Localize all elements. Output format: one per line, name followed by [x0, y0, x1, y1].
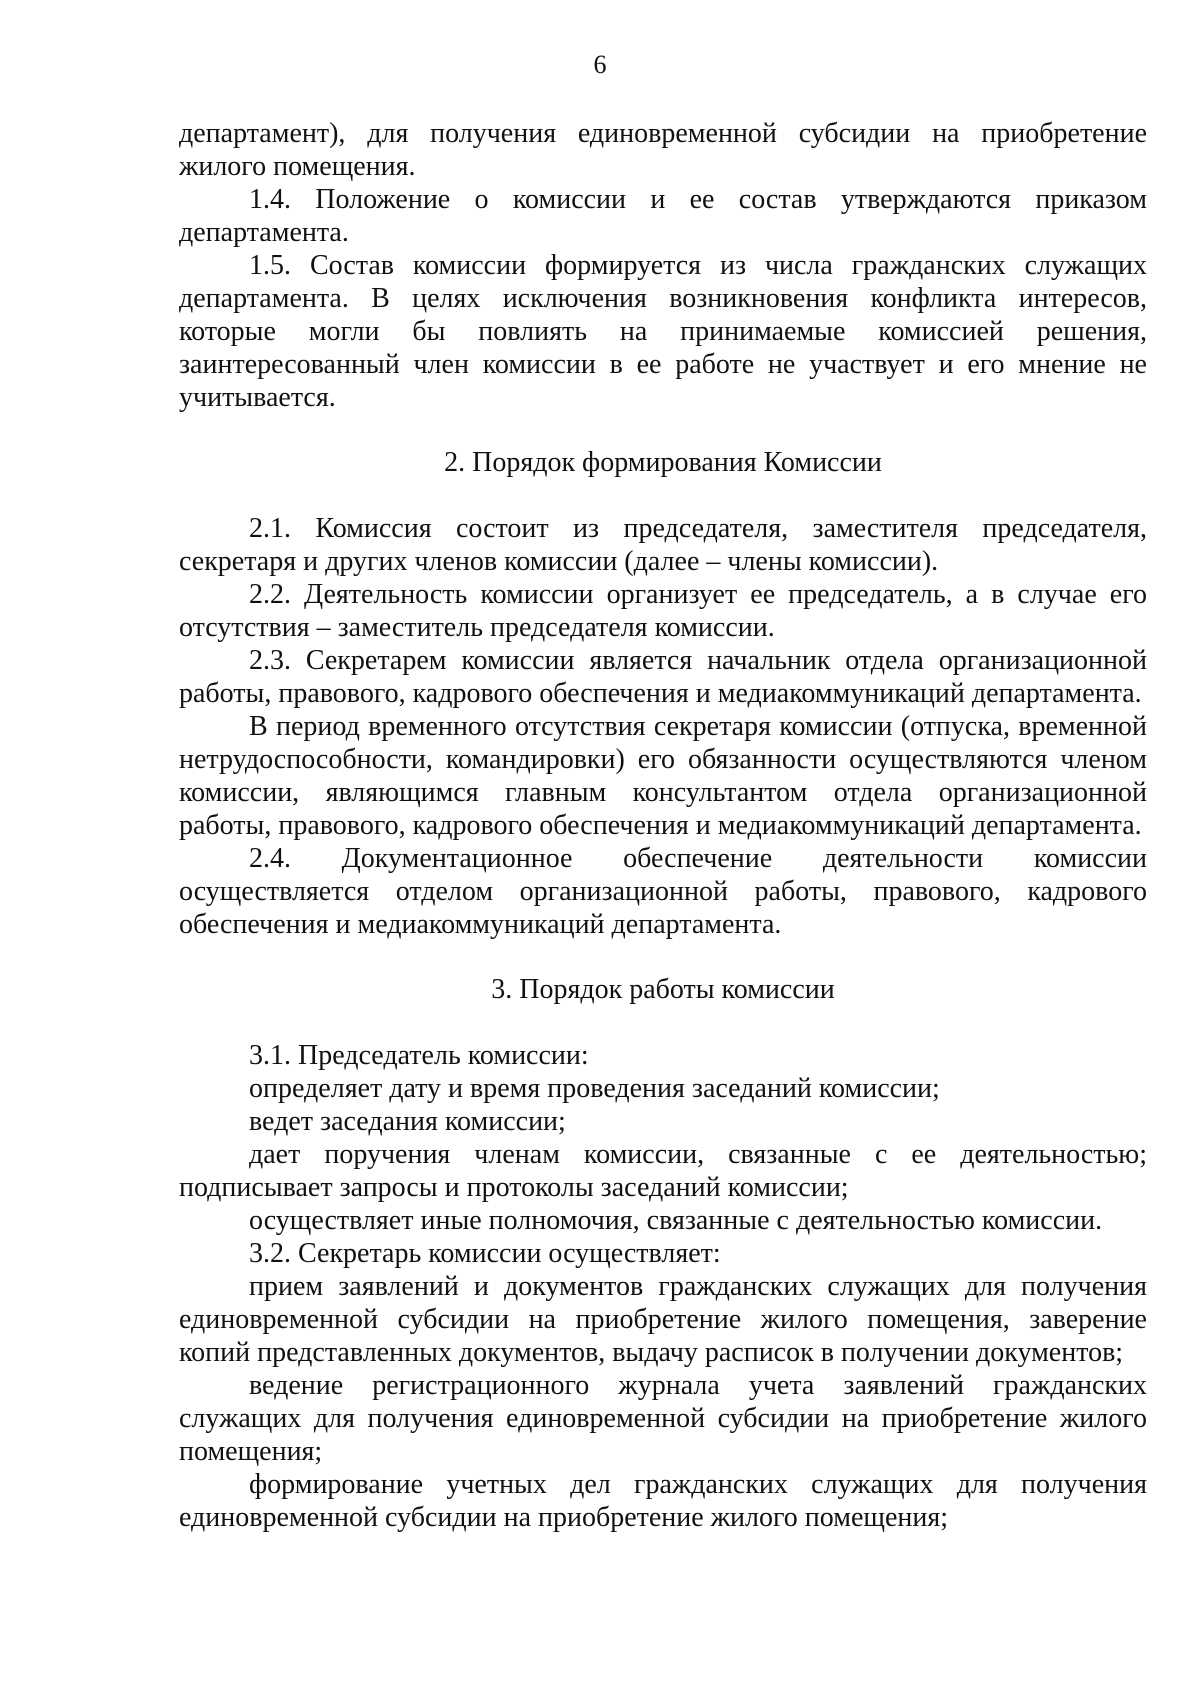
section-heading-3: 3. Порядок работы комиссии	[491, 974, 835, 1005]
paragraph-continuation: департамент), для получения единовременной субсидии на приобретение жилого помещения.	[179, 118, 1147, 182]
paragraph-2-3-substitute: В период временного отсутствия секретаря комиссии (отпуска, временной нетрудоспособности, командировки) его обязанности осуществляются членом комиссии, являющимся главным консультантом отдела организационной работы, правового, кадрового обеспечения и медиакоммуникаций департамента.	[179, 711, 1147, 841]
page-number: 6	[593, 50, 607, 79]
paragraph-3-2: 3.2. Секретарь комиссии осуществляет:	[249, 1238, 721, 1269]
list-item-secretary-journal: ведение регистрационного журнала учета заявлений гражданских служащих для получения единовременной субсидии на приобретение жилого помещения;	[179, 1370, 1147, 1467]
section-heading-2: 2. Порядок формирования Комиссии	[444, 447, 882, 478]
list-item-secretary-files: формирование учетных дел гражданских служащих для получения единовременной субсидии на приобретение жилого помещения;	[179, 1469, 1147, 1533]
paragraph-2-1: 2.1. Комиссия состоит из председателя, заместителя председателя, секретаря и других членов комиссии (далее – члены комиссии).	[179, 513, 1147, 577]
paragraph-1-5: 1.5. Состав комиссии формируется из числа гражданских служащих департамента. В целях исключения возникновения конфликта интересов, которые могли бы повлиять на принимаемые комиссией решения, заинтересованный член комиссии в ее работе не участвует и его мнение не учитывается.	[179, 250, 1147, 413]
document-body	[179, 117, 1147, 1534]
paragraph-1-4: 1.4. Положение о комиссии и ее состав утверждаются приказом департамента.	[179, 184, 1147, 248]
list-item-secretary-reception: прием заявлений и документов гражданских служащих для получения единовременной субсидии на приобретение жилого помещения, заверение копий представленных документов, выдачу расписок в получении документов;	[179, 1271, 1147, 1368]
paragraph-2-2: 2.2. Деятельность комиссии организует ее председатель, а в случае его отсутствия – заместитель председателя комиссии.	[179, 579, 1147, 643]
list-item-chair-other: осуществляет иные полномочия, связанные с деятельностью комиссии.	[249, 1205, 1103, 1236]
list-item-chair-date: определяет дату и время проведения заседаний комиссии;	[249, 1073, 940, 1104]
list-item-chair-meetings: ведет заседания комиссии;	[249, 1106, 566, 1137]
paragraph-3-1: 3.1. Председатель комиссии:	[249, 1040, 589, 1071]
paragraph-2-4: 2.4. Документационное обеспечение деятельности комиссии осуществляется отделом организационной работы, правового, кадрового обеспечения и медиакоммуникаций департамента.	[179, 843, 1147, 940]
list-item-chair-instructions: дает поручения членам комиссии, связанные с ее деятельностью; подписывает запросы и протоколы заседаний комиссии;	[179, 1139, 1147, 1203]
paragraph-2-3: 2.3. Секретарем комиссии является начальник отдела организационной работы, правового, кадрового обеспечения и медиакоммуникаций департамента.	[179, 645, 1147, 709]
